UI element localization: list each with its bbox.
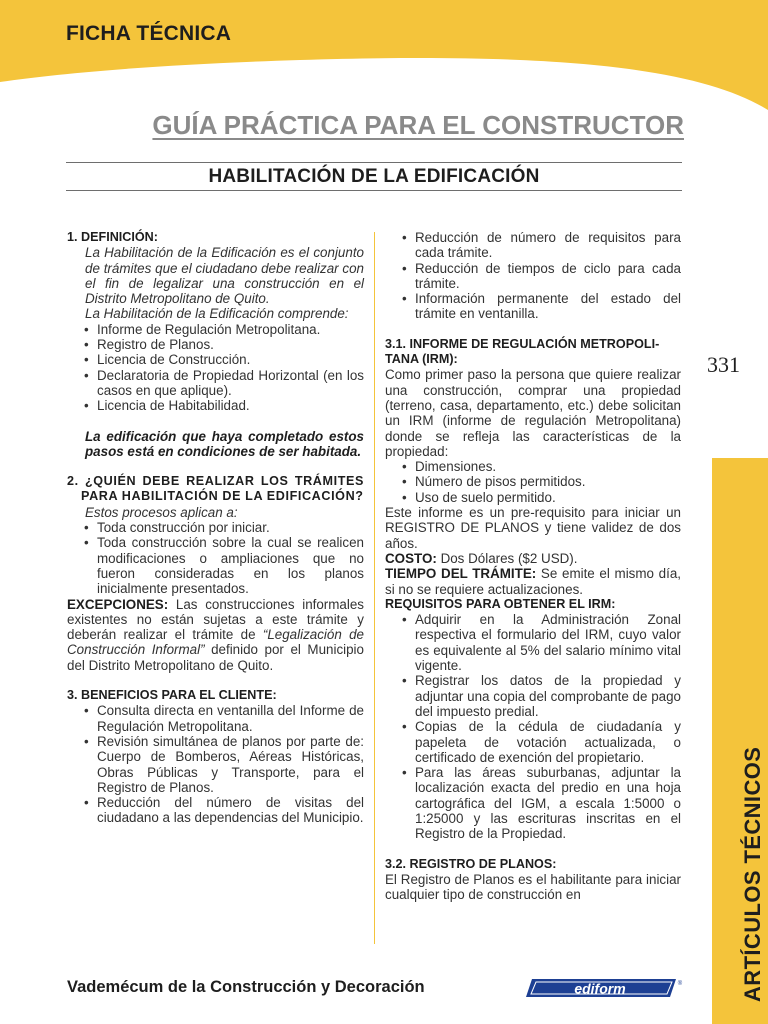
list-item: • Toda construcción sobre la cual se realicen modificaciones o ampliaciones que no fueron consideradas en los planos inicialmente presentados. — [97, 535, 364, 596]
cost-line — [385, 551, 681, 566]
section-heading-quien: 2. ¿QUIÉN DEBE REALIZAR LOS TRÁMITES PARA HABILITACIÓN DE LA EDIFICACIÓN? — [67, 474, 364, 504]
list-item: • Licencia de Construcción. — [97, 352, 364, 367]
section-heading-definicion: 1. DEFINICIÓN: — [67, 230, 158, 244]
applies-list — [67, 520, 364, 596]
benefits-list — [67, 703, 364, 825]
benefits-list-continued — [385, 230, 681, 322]
list-item: • Revisión simultánea de planos por parte de: Cuerpo de Bomberos, Aéreas Históricas, Obras Públicas y Transporte, para el Registro de Planos. — [97, 734, 364, 795]
list-item: • Registrar los datos de la propiedad y adjuntar una copia del comprobante de pago del impuesto predial. — [415, 673, 681, 719]
column-divider — [374, 232, 375, 944]
section-heading-registro: 3.2. REGISTRO DE PLANOS: — [385, 856, 557, 871]
ediform-logo-text: ediform — [574, 980, 626, 997]
list-item: • Número de pisos permitidos. — [415, 474, 681, 489]
applies-intro: Estos procesos aplican a: — [85, 504, 238, 520]
list-item: • Información permanente del estado del trámite en ventanilla. — [415, 291, 681, 322]
time-line — [385, 566, 681, 597]
header-swoosh — [0, 0, 768, 110]
side-tab-label: ARTÍCULOS TÉCNICOS — [740, 746, 765, 1002]
irm-paragraph: Como primer paso la persona que quiere realizar una construcción, comprar una propiedad (terreno, casa, departamento, etc.) debe solicitan un IRM (informe de regulación Metropolitana) donde se refleja las características de la propiedad: — [385, 367, 681, 459]
exceptions-paragraph — [67, 597, 364, 673]
registro-paragraph: El Registro de Planos es el habilitante para iniciar cualquier tipo de construcción en — [385, 871, 681, 903]
irm-characteristics-list — [385, 459, 681, 505]
list-item: • Reducción de número de requisitos para cada trámite. — [415, 230, 681, 261]
list-item: • Licencia de Habitabilidad. — [97, 398, 364, 413]
page-title: GUÍA PRÁCTICA PARA EL CONSTRUCTOR — [152, 110, 684, 140]
definition-intro: La Habilitación de la Edificación comprende: — [85, 306, 349, 322]
page-subtitle: HABILITACIÓN DE LA EDIFICACIÓN — [208, 166, 540, 187]
time-label: TIEMPO DEL TRÁMITE: — [385, 566, 537, 582]
ediform-logo — [524, 976, 684, 1000]
cost-label: COSTO: — [385, 550, 437, 566]
requirements-heading: REQUISITOS PARA OBTENER EL IRM: — [385, 596, 616, 611]
list-item: • Registro de Planos. — [97, 337, 364, 352]
habitable-note: La edificación que haya completado estos pasos está en condiciones de ser habitada. — [85, 428, 364, 459]
title-rule-top — [66, 162, 682, 163]
list-item: • Reducción de tiempos de ciclo para cada trámite. — [415, 261, 681, 292]
section-label: FICHA TÉCNICA — [66, 22, 232, 45]
definition-list — [67, 322, 364, 414]
list-item: • Consulta directa en ventanilla del Informe de Regulación Metropolitana. — [97, 703, 364, 734]
requirements-list — [385, 612, 681, 841]
list-item: • Informe de Regulación Metropolitana. — [97, 322, 364, 337]
list-item: • Adquirir en la Administración Zonal respectiva el formulario del IRM, cuyo valor es equivalente al 5% del salario mínimo vital vigente. — [415, 612, 681, 673]
section-heading-irm: 3.1. INFORME DE REGULACIÓN METROPOLITANA (IRM): — [385, 336, 660, 367]
exceptions-text-a: Las construcciones informales existentes no están sujetas a este trámite y deberán realizar el trámite de — [67, 596, 364, 643]
exceptions-text-c: definido por el Municipio del Distrito Metropolitano de Quito. — [67, 642, 364, 673]
publication-name: Vademécum de la Construcción y Decoración — [67, 978, 425, 996]
list-item: • Uso de suelo permitido. — [415, 490, 681, 505]
list-item: • Toda construcción por iniciar. — [97, 520, 364, 535]
time-value: Se emite el mismo día, si no se requiere actualizaciones. — [385, 566, 681, 597]
section-heading-beneficios: 3. BENEFICIOS PARA EL CLIENTE: — [67, 688, 277, 703]
list-item: • Declaratoria de Propiedad Horizontal (en los casos en que aplique). — [97, 368, 364, 399]
exceptions-quote: “Legalización de Construcción Informal” — [67, 627, 364, 658]
header-band — [0, 0, 768, 110]
definition-text-c: es el conjunto de trámites que el ciudadano debe realizar con el fin de legalizar una construcción en el Distrito Metropolitano de Quito. — [85, 245, 364, 307]
list-item: • Copias de la cédula de ciudadanía y papeleta de votación actualizada, o certificado de exención del propietario. — [415, 719, 681, 765]
list-item: • Para las áreas suburbanas, adjuntar la localización exacta del predio en una hoja cartográfica del IGM, a escala 1:5000 o 1:25000 y las escrituras inscritas en el Registro de la Propiedad. — [415, 765, 681, 841]
irm-prerequisite: Este informe es un pre-requisito para iniciar un REGISTRO DE PLANOS y tiene validez de dos años. — [385, 505, 681, 551]
exceptions-label: EXCEPCIONES: — [67, 596, 169, 612]
definition-term: Habilitación de la Edificación — [104, 245, 277, 261]
right-column — [385, 230, 681, 902]
registered-mark: ® — [677, 981, 683, 987]
list-item: • Reducción del número de visitas del ciudadano a las dependencias del Municipio. — [97, 795, 364, 826]
definition-paragraph — [67, 245, 364, 306]
list-item: • Dimensiones. — [415, 459, 681, 474]
page-number: 331 — [707, 352, 740, 377]
cost-value: Dos Dólares ($2 USD). — [436, 550, 578, 566]
title-rule-bottom — [66, 190, 682, 191]
left-column — [67, 230, 364, 826]
definition-text-a: La — [85, 245, 105, 261]
